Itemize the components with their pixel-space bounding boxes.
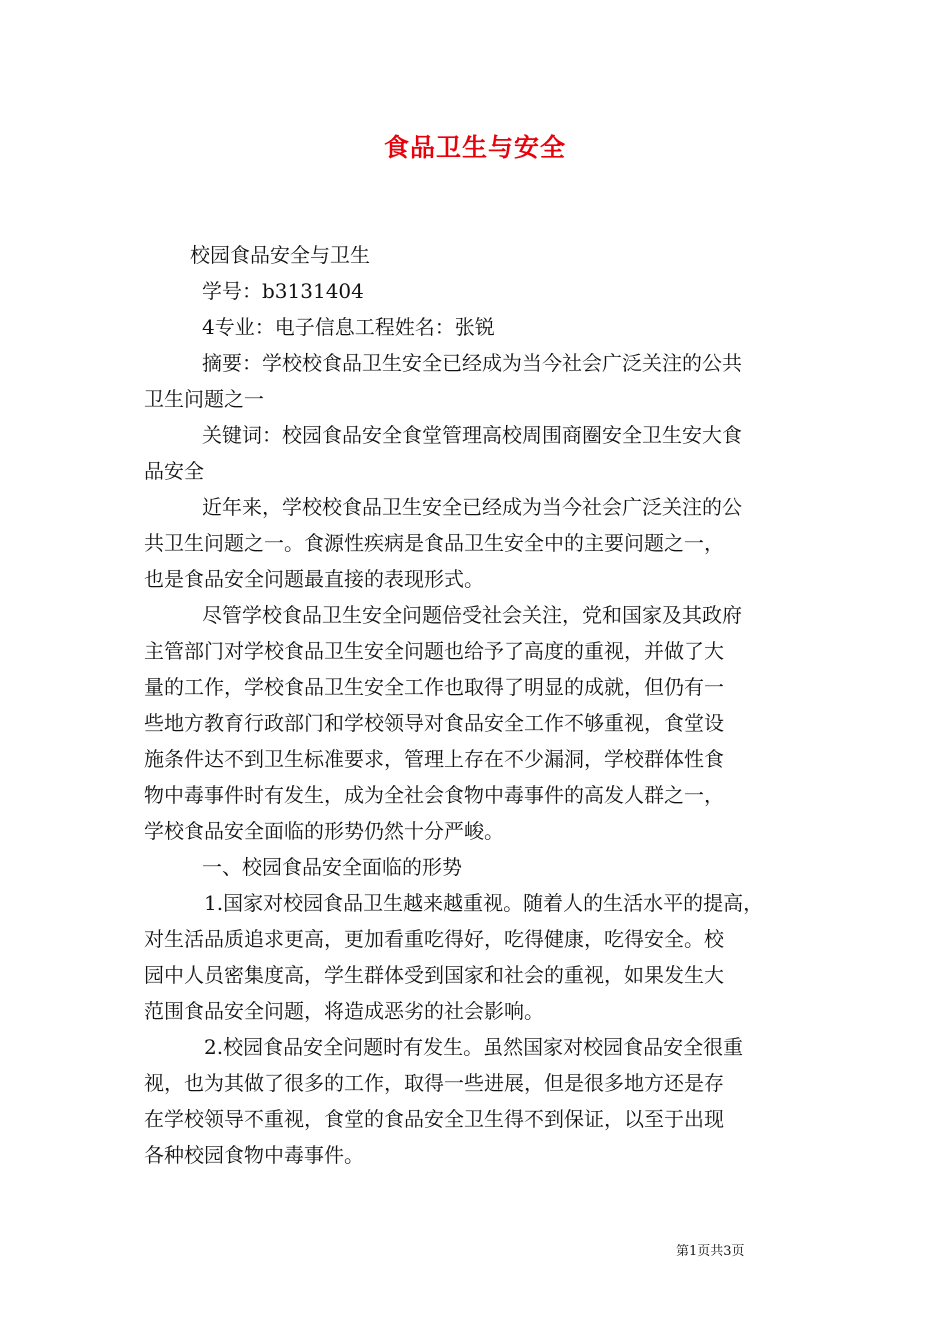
page-indicator: 第1页共3页 [676, 1244, 745, 1259]
paragraph-line: 也是食品安全问题最直接的表现形式。 [144, 567, 484, 591]
document-heading: 校园食品安全与卫生 [190, 243, 370, 267]
paragraph-line: 范围食品安全问题，将造成恶劣的社会影响。 [144, 999, 544, 1023]
paragraph-line: 视，也为其做了很多的工作，取得一些进展，但是很多地方还是存 [144, 1071, 724, 1095]
paragraph-line: 1.国家对校园食品卫生越来越重视。随着人的生活水平的提高， [204, 891, 764, 915]
abstract-line: 卫生问题之一 [144, 387, 264, 411]
intro-paragraph [144, 489, 812, 597]
keywords-line: 品安全 [144, 459, 204, 483]
paragraph-line: 些地方教育行政部门和学校领导对食品安全工作不够重视，食堂设 [144, 711, 724, 735]
document-title: 食品卫生与安全 [383, 133, 566, 162]
paragraph-line: 施条件达不到卫生标准要求，管理上存在不少漏洞，学校群体性食 [144, 747, 724, 771]
abstract-paragraph [144, 345, 812, 417]
paragraph-line: 物中毒事件时有发生，成为全社会食物中毒事件的高发人群之一， [144, 783, 724, 807]
point-1-paragraph [144, 885, 812, 1029]
paragraph-line: 各种校园食物中毒事件。 [144, 1143, 364, 1167]
abstract-line: 摘要：学校校食品卫生安全已经成为当今社会广泛关注的公共 [202, 351, 742, 375]
keywords-line: 关键词：校园食品安全食堂管理高校周围商圈安全卫生安大食 [202, 423, 742, 447]
section-heading: 一、校园食品安全面临的形势 [202, 855, 462, 879]
point-2-paragraph [144, 1029, 812, 1173]
student-id: 学号：b3131404 [202, 279, 364, 303]
paragraph-line: 学校食品安全面临的形势仍然十分严峻。 [144, 819, 504, 843]
context-paragraph [144, 597, 812, 849]
paragraph-line: 园中人员密集度高，学生群体受到国家和社会的重视，如果发生大 [144, 963, 724, 987]
paragraph-line: 近年来，学校校食品卫生安全已经成为当今社会广泛关注的公 [202, 495, 742, 519]
paragraph-line: 对生活品质追求更高，更加看重吃得好，吃得健康，吃得安全。校 [144, 927, 724, 951]
paragraph-line: 尽管学校食品卫生安全问题倍受社会关注，党和国家及其政府 [202, 603, 742, 627]
paragraph-line: 在学校领导不重视，食堂的食品安全卫生得不到保证，以至于出现 [144, 1107, 724, 1131]
paragraph-line: 主管部门对学校食品卫生安全问题也给予了高度的重视，并做了大 [144, 639, 724, 663]
paragraph-line: 量的工作，学校食品卫生安全工作也取得了明显的成就，但仍有一 [144, 675, 724, 699]
paragraph-line: 2.校园食品安全问题时有发生。虽然国家对校园食品安全很重 [204, 1035, 744, 1059]
keywords-paragraph [144, 417, 812, 489]
document-body [144, 237, 812, 1173]
paragraph-line: 共卫生问题之一。食源性疾病是食品卫生安全中的主要问题之一， [144, 531, 724, 555]
major-and-name: 4专业：电子信息工程姓名：张锐 [202, 315, 495, 339]
